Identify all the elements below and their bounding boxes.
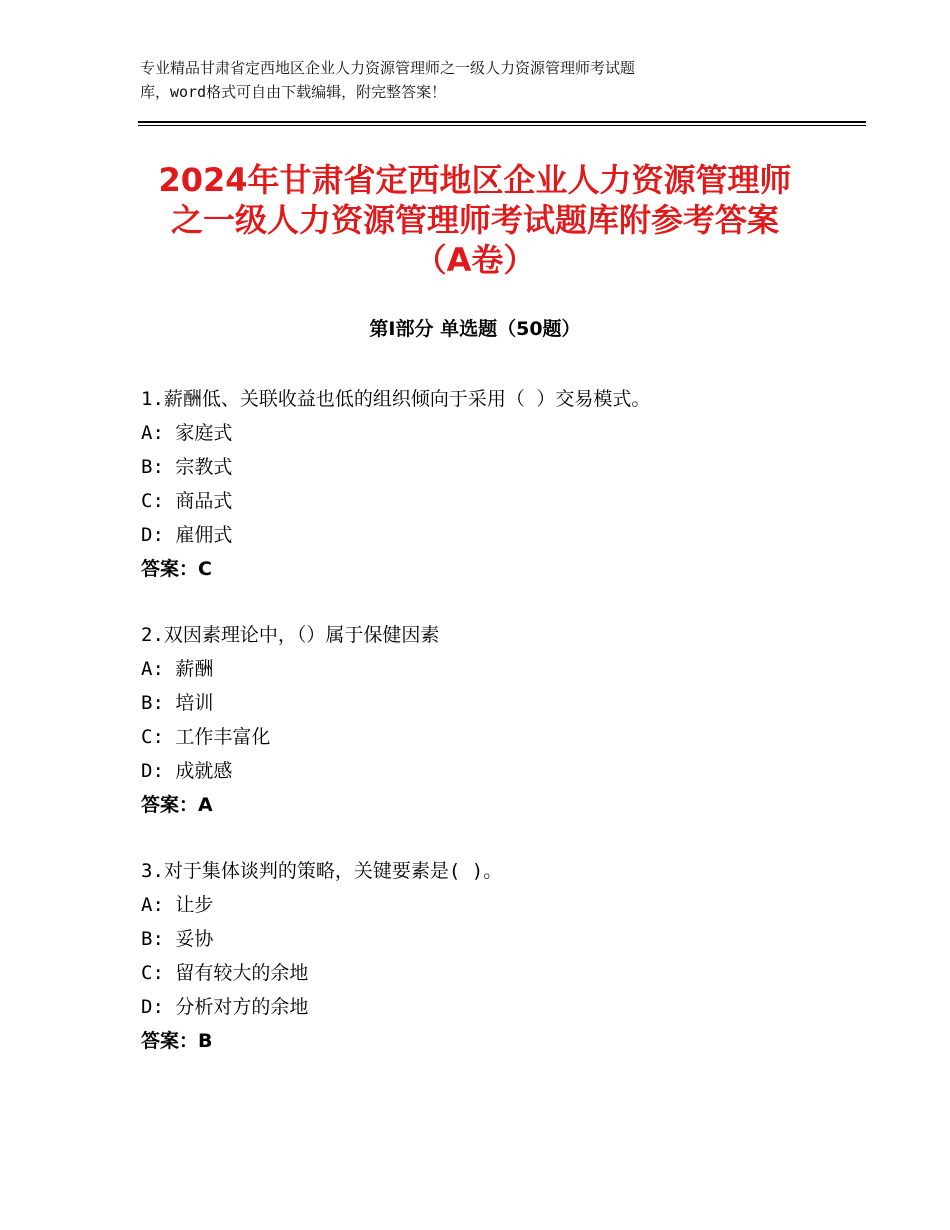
option-c: C: 留有较大的余地 bbox=[141, 962, 309, 984]
question-item bbox=[141, 618, 861, 822]
option-b: B: 妥协 bbox=[141, 928, 214, 950]
answer-label: 答案：B bbox=[141, 1030, 213, 1052]
option-a: A: 让步 bbox=[141, 894, 214, 916]
document-title-line: （A卷） bbox=[414, 241, 536, 279]
option-a: A: 薪酬 bbox=[141, 658, 214, 680]
option-b: B: 宗教式 bbox=[141, 456, 233, 478]
header-note-line: 专业精品甘肃省定西地区企业人力资源管理师之一级人力资源管理师考试题 bbox=[140, 59, 636, 77]
header-note-line: 库，word格式可自由下载编辑，附完整答案！ bbox=[140, 83, 447, 101]
question-list bbox=[141, 382, 861, 1090]
option-d: D: 分析对方的余地 bbox=[141, 996, 309, 1018]
header-note bbox=[140, 56, 780, 104]
option-c: C: 工作丰富化 bbox=[141, 726, 271, 748]
answer-label: 答案：C bbox=[141, 558, 212, 580]
document-title-line: 2024年甘肃省定西地区企业人力资源管理师 bbox=[158, 161, 792, 199]
question-stem: 3.对于集体谈判的策略，关键要素是( )。 bbox=[141, 860, 503, 882]
header-divider bbox=[138, 121, 866, 127]
answer-label: 答案：A bbox=[141, 794, 213, 816]
option-d: D: 雇佣式 bbox=[141, 524, 233, 546]
option-c: C: 商品式 bbox=[141, 490, 233, 512]
question-stem: 1.薪酬低、关联收益也低的组织倾向于采用（ ）交易模式。 bbox=[141, 388, 651, 410]
header-divider-thick bbox=[138, 121, 866, 123]
option-a: A: 家庭式 bbox=[141, 422, 233, 444]
document-title-line: 之一级人力资源管理师考试题库附参考答案 bbox=[170, 201, 779, 239]
option-b: B: 培训 bbox=[141, 692, 214, 714]
question-item bbox=[141, 382, 861, 586]
question-item bbox=[141, 854, 861, 1058]
header-divider-thin bbox=[138, 125, 866, 126]
document-title bbox=[90, 160, 860, 280]
question-stem: 2.双因素理论中，（）属于保健因素 bbox=[141, 624, 440, 646]
option-d: D: 成就感 bbox=[141, 760, 233, 782]
section-heading: 第Ⅰ部分 单选题（50题） bbox=[369, 318, 581, 340]
